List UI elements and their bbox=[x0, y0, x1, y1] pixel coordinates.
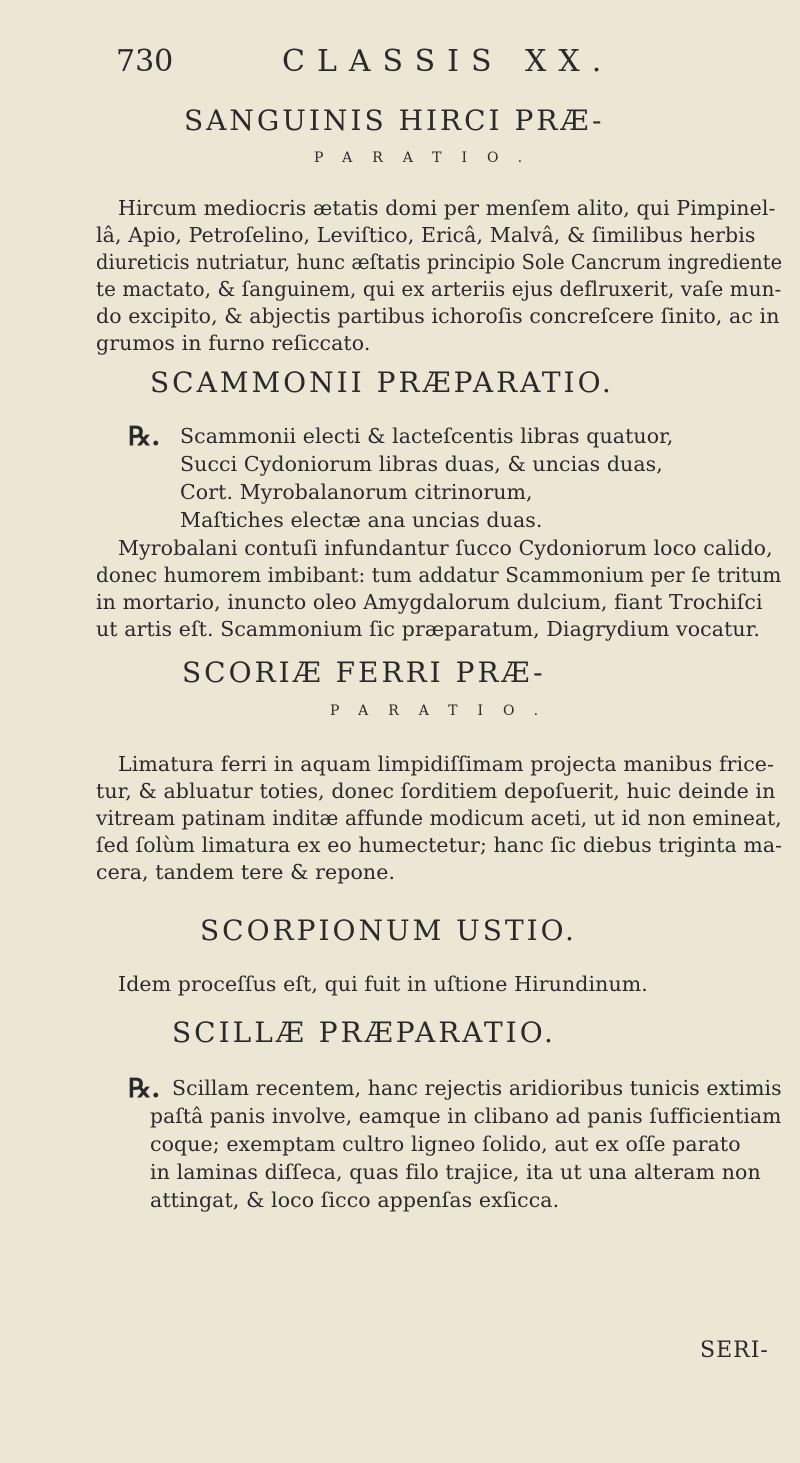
text-line: in mortario, inuncto oleo Amygdalorum dulcium, fiant Trochiſci bbox=[96, 590, 763, 614]
recipe-symbol: ℞. bbox=[128, 1074, 161, 1104]
section-title-scoriae-ferri: SCORIÆ FERRI PRÆ- bbox=[182, 656, 546, 689]
section-title-scillae: SCILLÆ PRÆPARATIO. bbox=[172, 1016, 556, 1049]
text-line: Myrobalani contuſi infundantur ſucco Cydoniorum loco calido, bbox=[118, 536, 773, 560]
text-line: Cort. Myrobalanorum citrinorum, bbox=[180, 480, 533, 504]
section-title-scammonii: SCAMMONII PRÆPARATIO. bbox=[150, 366, 614, 399]
text-line: do excipito, & abjectis partibus ichoroſis concreſcere ſinito, ac in bbox=[96, 304, 780, 328]
text-line: ut artis eſt. Scammonium ſic præparatum, Diagrydium vocatur. bbox=[96, 617, 760, 641]
running-title: CLASSIS XX. bbox=[282, 44, 614, 79]
text-line: paſtâ panis involve, eamque in clibano ad panis ſufficientiam bbox=[150, 1104, 782, 1128]
text-line: grumos in furno reſiccato. bbox=[96, 331, 371, 355]
section-subtitle-paratio: PARATIO. bbox=[330, 703, 559, 719]
text-line: tur, & abluatur toties, donec ſorditiem depoſuerit, huic deinde in bbox=[96, 779, 776, 803]
text-line: in laminas diſſeca, quas filo trajice, ita ut una alteram non bbox=[150, 1160, 761, 1184]
text-line: Succi Cydoniorum libras duas, & uncias duas, bbox=[180, 452, 663, 476]
text-line: Limatura ferri in aquam limpidiſſimam projecta manibus frice- bbox=[118, 752, 775, 776]
text-line: vitream patinam inditæ affunde modicum aceti, ut id non emineat, bbox=[96, 806, 782, 830]
text-line: Maſtiches electæ ana uncias duas. bbox=[180, 508, 543, 532]
text-line: Scammonii electi & lacteſcentis libras quatuor, bbox=[180, 424, 674, 448]
section-subtitle-paratio: PARATIO. bbox=[314, 150, 543, 166]
catchword: SERI- bbox=[700, 1338, 769, 1363]
text-line: ſed ſolùm limatura ex eo humectetur; hanc ſic diebus triginta ma- bbox=[96, 833, 783, 857]
text-line: coque; exemptam cultro ligneo ſolido, aut ex oſſe parato bbox=[150, 1132, 741, 1156]
text-line: Scillam recentem, hanc rejectis aridioribus tunicis extimis bbox=[172, 1076, 782, 1100]
text-line: Idem proceſſus eſt, qui fuit in uſtione Hirundinum. bbox=[118, 972, 648, 996]
recipe-symbol: ℞. bbox=[128, 422, 161, 452]
text-line: diureticis nutriatur, hunc æſtatis principio Sole Cancrum ingrediente bbox=[96, 250, 783, 274]
page-number: 730 bbox=[116, 44, 174, 79]
text-line: Hircum mediocris ætatis domi per menſem alito, qui Pimpinel- bbox=[118, 196, 776, 220]
text-line: te mactato, & ſanguinem, qui ex arteriis ejus deflruxerit, vaſe mun- bbox=[96, 277, 782, 301]
text-line: donec humorem imbibant: tum addatur Scammonium per ſe tritum bbox=[96, 563, 782, 587]
text-line: lâ, Apio, Petroſelino, Leviſtico, Ericâ, Malvâ, & ſimilibus herbis bbox=[96, 223, 756, 247]
text-line: cera, tandem tere & repone. bbox=[96, 860, 396, 884]
section-title-sanguinis-hirci: SANGUINIS HIRCI PRÆ- bbox=[184, 104, 605, 137]
section-title-scorpionum: SCORPIONUM USTIO. bbox=[200, 914, 577, 947]
text-line: attingat, & loco ſicco appenſas exſicca. bbox=[150, 1188, 560, 1212]
